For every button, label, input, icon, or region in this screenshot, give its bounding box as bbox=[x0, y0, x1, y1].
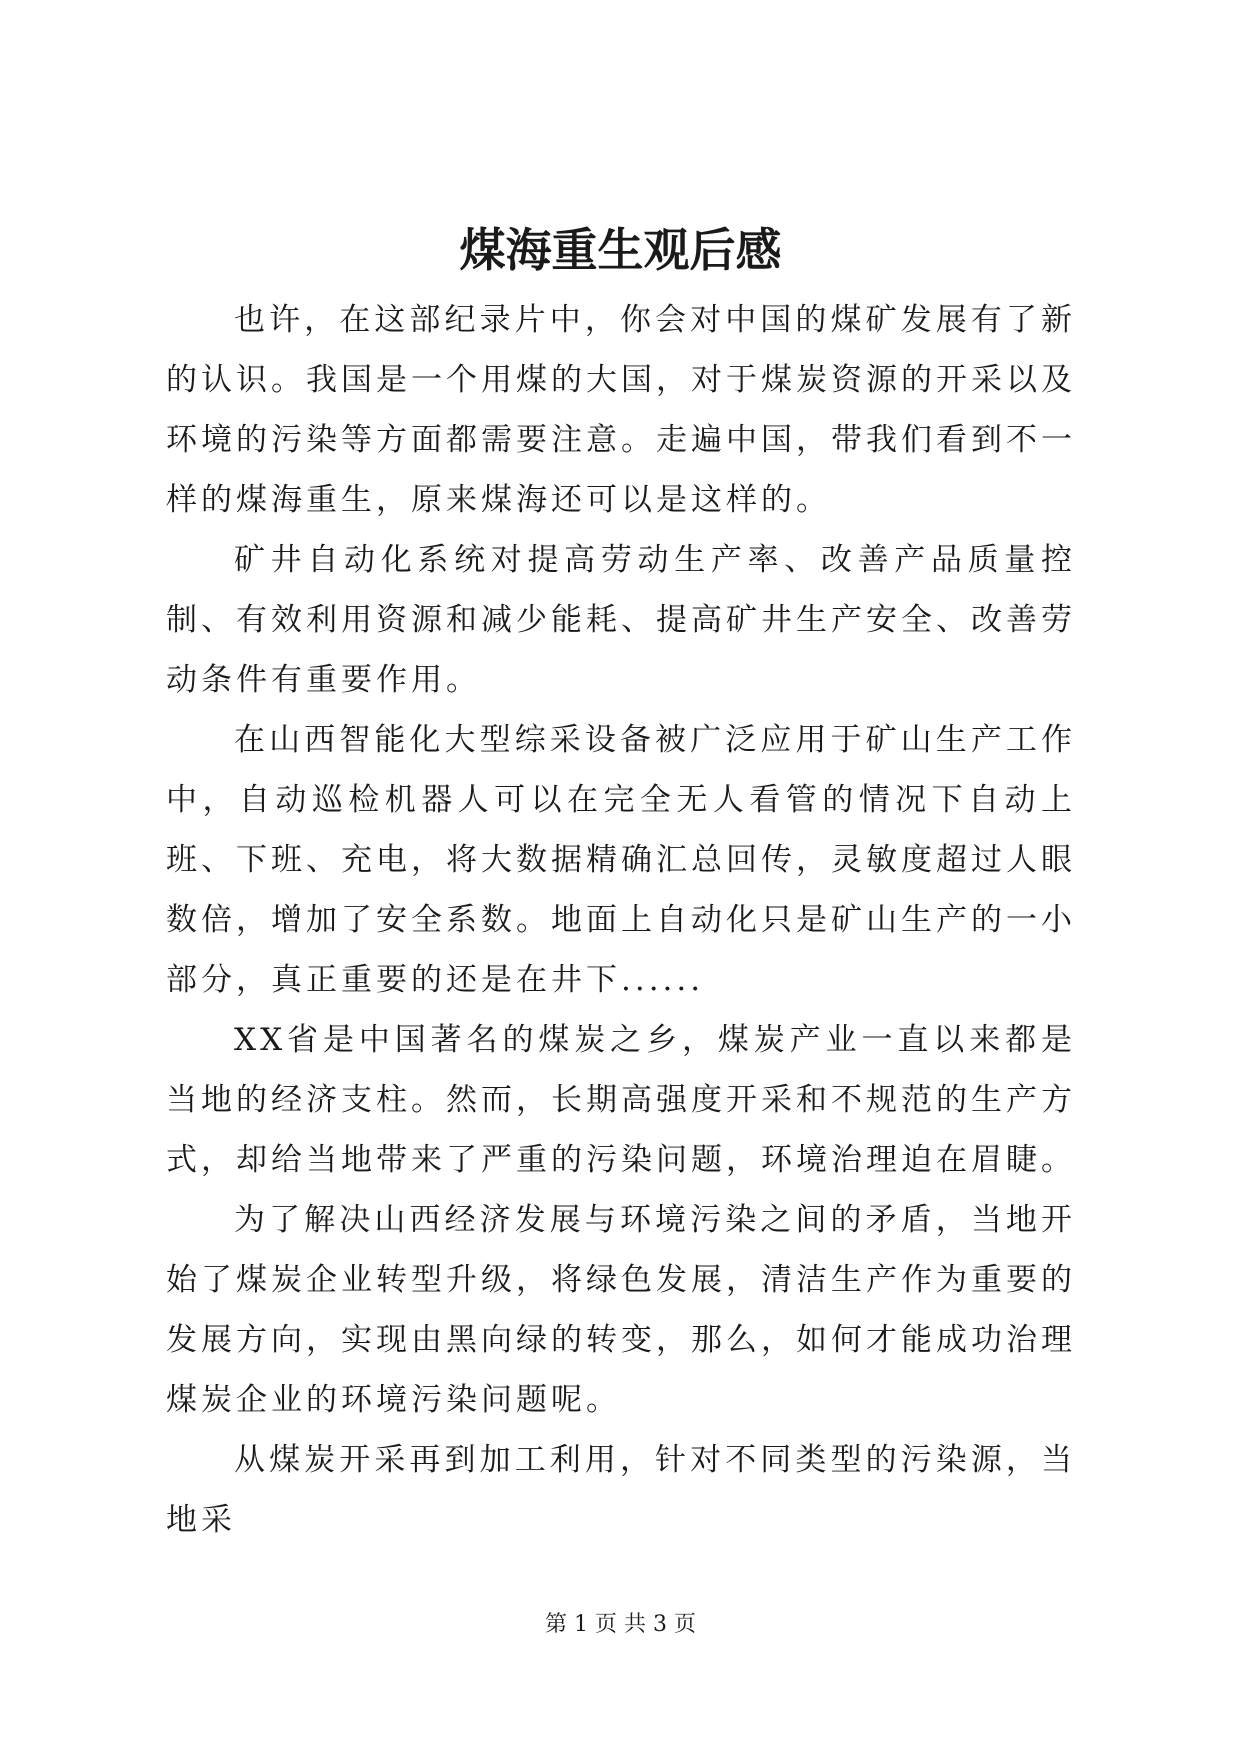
paragraph: XX省是中国著名的煤炭之乡，煤炭产业一直以来都是当地的经济支柱。然而，长期高强度开采和不规范的生产方式，却给当地带来了严重的污染问题，环境治理迫在眉睫。 bbox=[166, 1022, 1076, 1178]
paragraph: 为了解决山西经济发展与环境污染之间的矛盾，当地开始了煤炭企业转型升级，将绿色发展，清洁生产作为重要的发展方向，实现由黑向绿的转变，那么，如何才能成功治理煤炭企业的环境污染问题呢。 bbox=[166, 1202, 1076, 1418]
page-footer bbox=[0, 1610, 1241, 1640]
paragraph: 也许，在这部纪录片中，你会对中国的煤矿发展有了新的认识。我国是一个用煤的大国，对于煤炭资源的开采以及环境的污染等方面都需要注意。走遍中国，带我们看到不一样的煤海重生，原来煤海还可以是这样的。 bbox=[166, 302, 1076, 518]
document-title: 煤海重生观后感 bbox=[459, 223, 782, 277]
document-body bbox=[166, 290, 1076, 1550]
paragraph: 矿井自动化系统对提高劳动生产率、改善产品质量控制、有效利用资源和减少能耗、提高矿井生产安全、改善劳动条件有重要作用。 bbox=[166, 542, 1076, 698]
paragraph: 在山西智能化大型综采设备被广泛应用于矿山生产工作中，自动巡检机器人可以在完全无人看管的情况下自动上班、下班、充电，将大数据精确汇总回传，灵敏度超过人眼数倍，增加了安全系数。地面上自动化只是矿山生产的一小部分，真正重要的还是在井下...... bbox=[166, 722, 1076, 998]
paragraph: 从煤炭开采再到加工利用，针对不同类型的污染源，当地采 bbox=[166, 1442, 1076, 1538]
page-number: 第 1 页 共 3 页 bbox=[545, 1612, 696, 1637]
